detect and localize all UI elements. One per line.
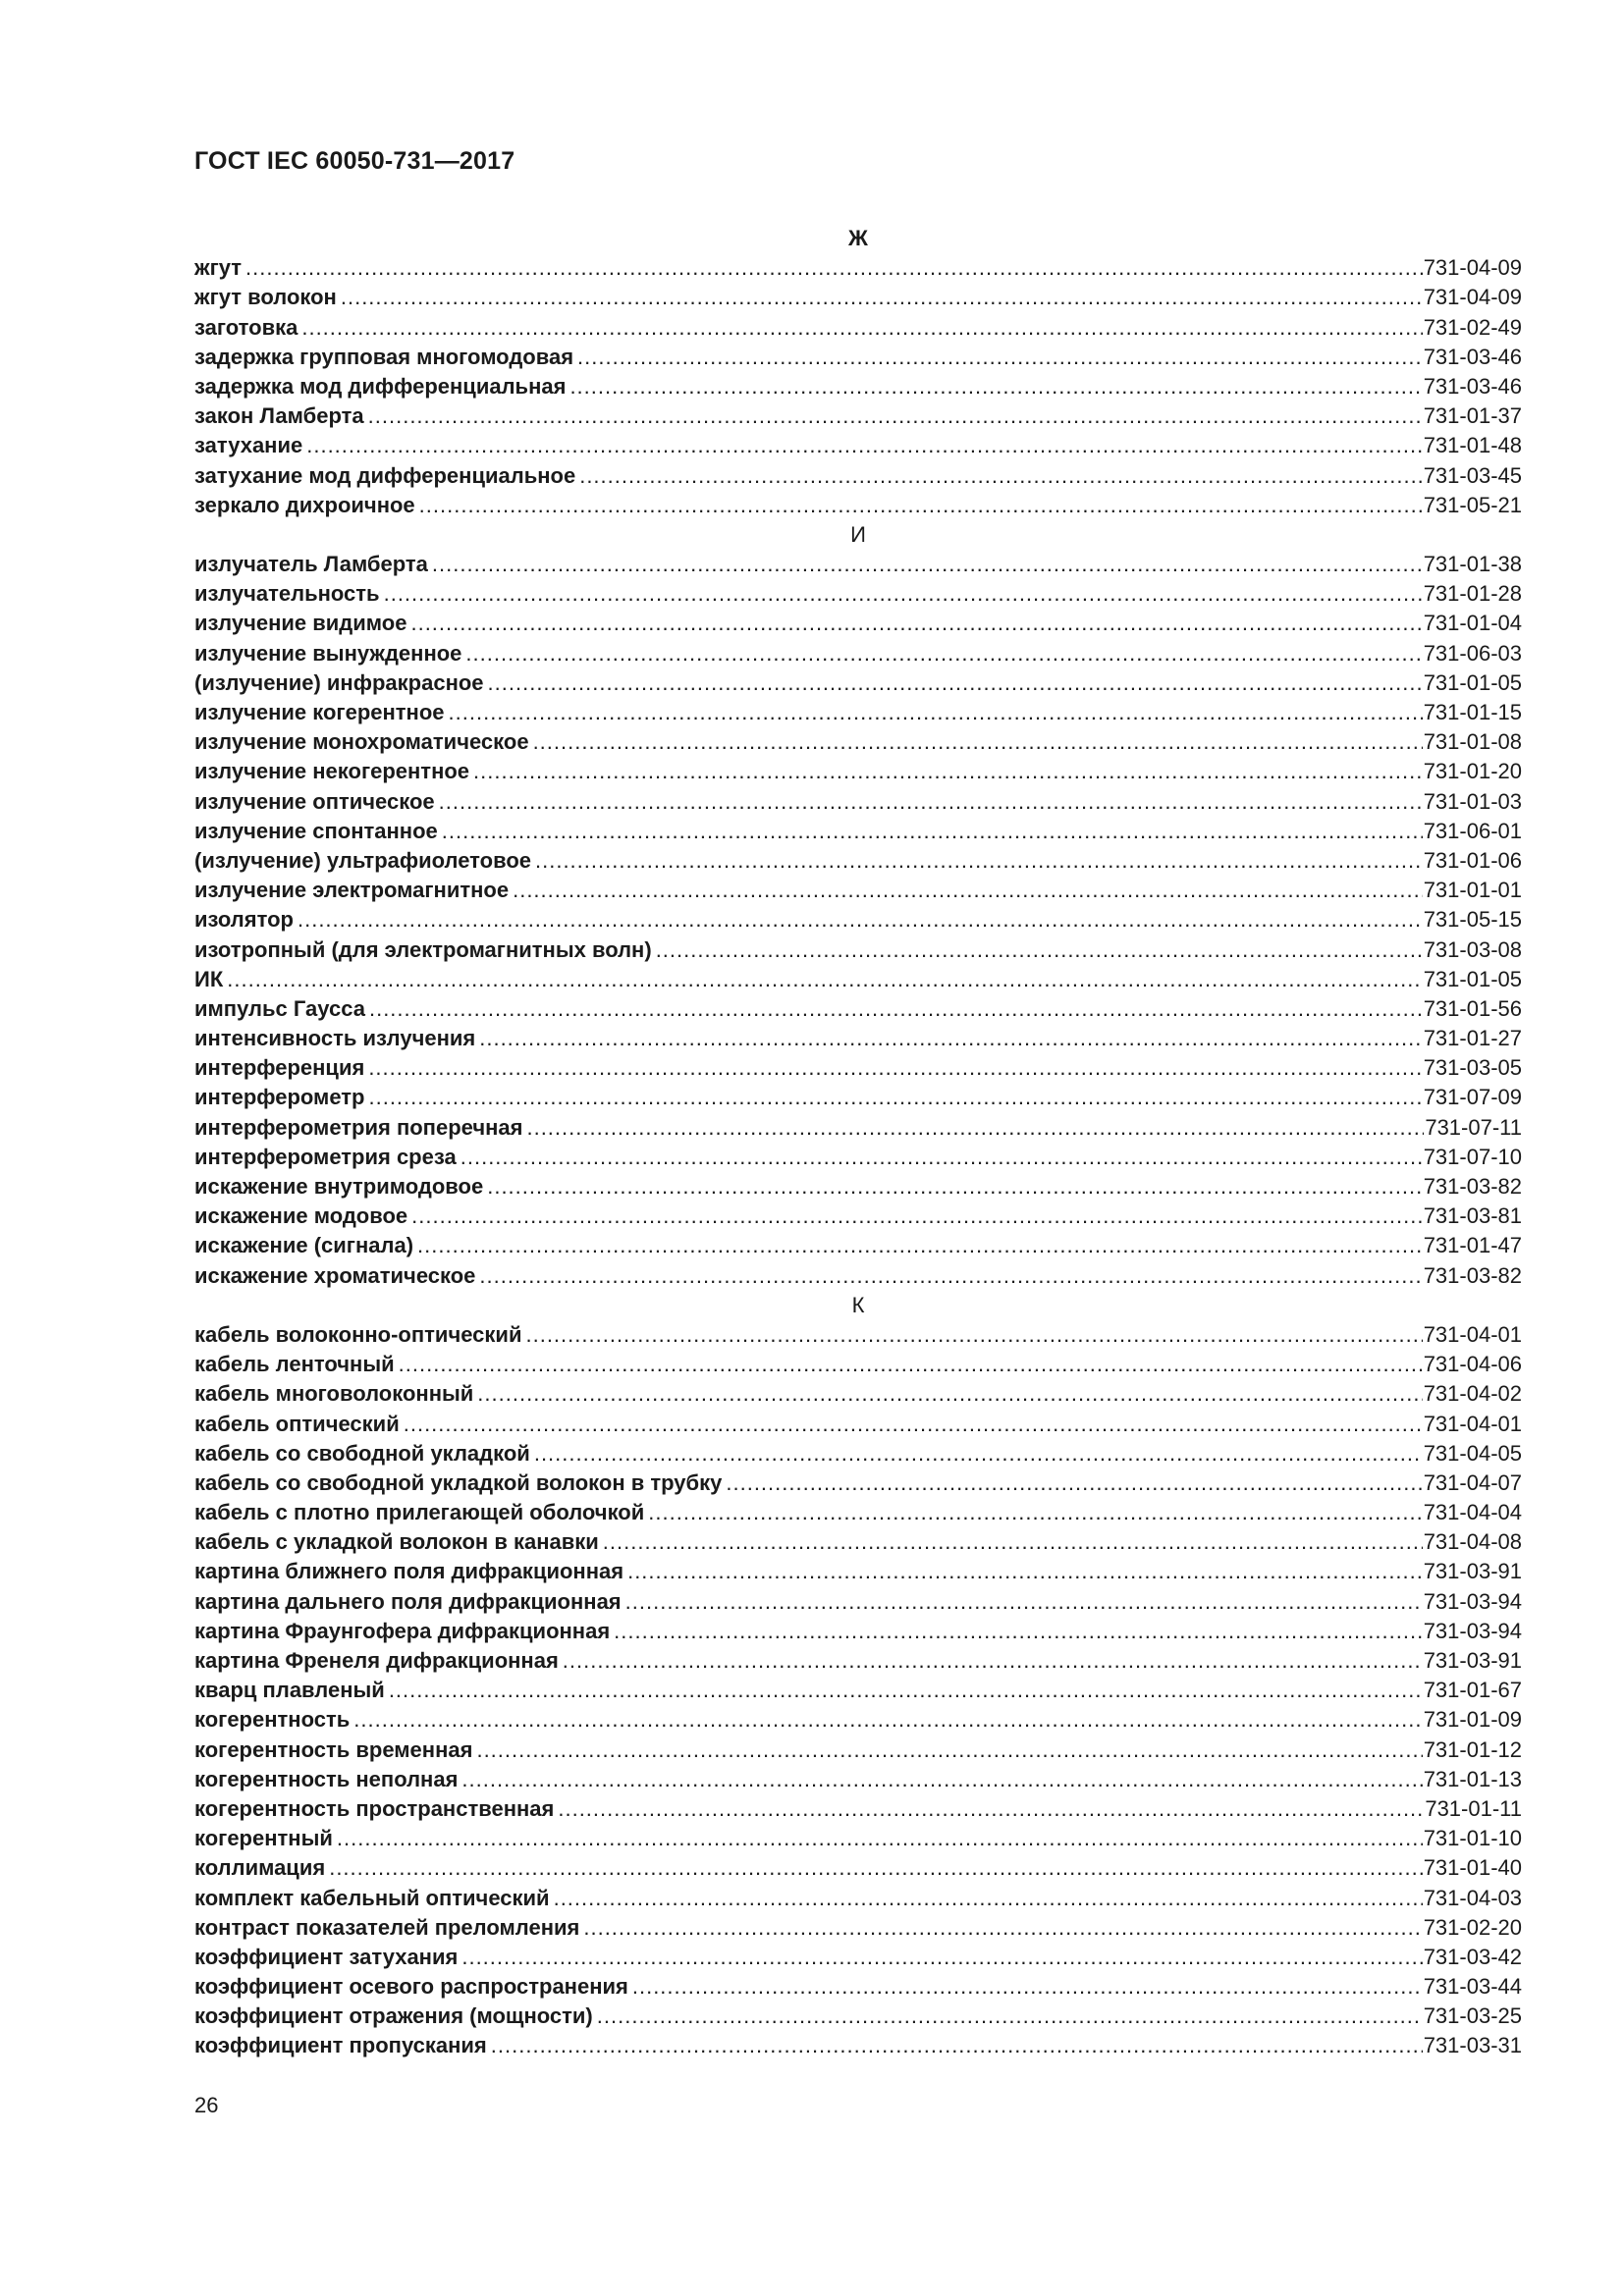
index-entry (194, 965, 1522, 994)
entry-term: изолятор (194, 907, 294, 933)
entry-code: 731-01-05 (1423, 669, 1522, 695)
index-entry (194, 1853, 1522, 1883)
dot-leader (614, 1617, 1423, 1646)
index-entry (194, 1765, 1522, 1794)
entry-term: излучение спонтанное (194, 818, 438, 843)
entry-term: ИК (194, 966, 224, 991)
dot-leader (656, 935, 1423, 965)
entry-term: картина Фраунгофера дифракционная (194, 1618, 611, 1643)
dot-leader (577, 343, 1423, 372)
entry-term: интерференция (194, 1055, 365, 1081)
dot-leader (368, 1083, 1422, 1112)
entry-code: 731-03-31 (1423, 2033, 1522, 2058)
entry-term: коэффициент осевого распространения (194, 1974, 628, 2000)
entry-code: 731-07-10 (1423, 1144, 1522, 1169)
index-entry (194, 343, 1522, 372)
entry-code: 731-04-02 (1423, 1381, 1522, 1407)
entry-code: 731-04-08 (1423, 1529, 1522, 1555)
dot-leader (245, 253, 1423, 283)
entry-term: затухание (194, 433, 303, 458)
dot-leader (439, 787, 1423, 817)
entry-code: 731-04-06 (1423, 1352, 1522, 1377)
index-entry (194, 1676, 1522, 1705)
entry-code: 731-01-10 (1423, 1826, 1522, 1851)
entry-code: 731-01-56 (1423, 995, 1522, 1021)
dot-leader (410, 609, 1422, 638)
entry-code: 731-04-09 (1423, 285, 1522, 310)
dot-leader (353, 1705, 1422, 1735)
entry-term: коэффициент затухания (194, 1944, 459, 1969)
entry-term: когерентность пространственная (194, 1795, 555, 1821)
dot-leader (461, 1943, 1422, 1972)
dot-leader (476, 1735, 1422, 1765)
dot-leader (399, 1350, 1423, 1379)
dot-leader (533, 727, 1423, 757)
dot-leader (341, 283, 1423, 312)
entry-term: излучатель Ламберта (194, 552, 428, 577)
dot-leader (465, 639, 1422, 668)
entry-code: 731-01-03 (1423, 788, 1522, 814)
entry-term: контраст показателей преломления (194, 1914, 580, 1940)
entry-term: зеркало дихроичное (194, 492, 415, 517)
entry-code: 731-02-49 (1423, 314, 1522, 340)
entry-term: искажение хроматическое (194, 1262, 476, 1288)
index-entry (194, 253, 1522, 283)
index-entry (194, 905, 1522, 934)
index-entry (194, 1410, 1522, 1439)
index-entry (194, 1024, 1522, 1053)
index-entry (194, 668, 1522, 698)
entry-code: 731-04-01 (1423, 1411, 1522, 1436)
entry-code: 731-03-82 (1423, 1262, 1522, 1288)
dot-leader (579, 461, 1422, 491)
entry-code: 731-07-11 (1425, 1114, 1522, 1140)
entry-term: излучение вынужденное (194, 640, 462, 666)
entry-term: коллимация (194, 1855, 326, 1881)
entry-code: 731-04-04 (1423, 1500, 1522, 1525)
index-entry (194, 491, 1522, 520)
entry-term: кабель оптический (194, 1411, 400, 1436)
dot-leader (368, 1053, 1422, 1083)
index-entry (194, 1557, 1522, 1586)
entry-code: 731-03-91 (1423, 1648, 1522, 1673)
entry-term: комплект кабельный оптический (194, 1885, 550, 1910)
dot-leader (632, 1972, 1423, 2002)
entry-code: 731-03-81 (1423, 1203, 1522, 1229)
entry-code: 731-06-01 (1423, 818, 1522, 843)
dot-leader (419, 491, 1423, 520)
dot-leader (369, 994, 1423, 1024)
index-entry (194, 1587, 1522, 1617)
dot-leader (488, 668, 1423, 698)
entry-code: 731-05-15 (1423, 907, 1522, 933)
entry-term: искажение (сигнала) (194, 1233, 414, 1258)
entry-term: кабель волоконно-оптический (194, 1321, 522, 1347)
index-entry (194, 1794, 1522, 1824)
entry-code: 731-01-27 (1423, 1026, 1522, 1051)
entry-term: излучение некогерентное (194, 759, 470, 784)
index-entry (194, 1261, 1522, 1291)
dot-leader (479, 1024, 1422, 1053)
entry-term: излучательность (194, 581, 380, 607)
entry-code: 731-01-38 (1423, 552, 1522, 577)
entry-code: 731-03-94 (1423, 1588, 1522, 1614)
entry-term: заготовка (194, 314, 298, 340)
index-entry (194, 2031, 1522, 2060)
dot-leader (479, 1261, 1422, 1291)
entry-code: 731-03-25 (1423, 2003, 1522, 2029)
index-entry (194, 1143, 1522, 1172)
index-entry (194, 1468, 1522, 1498)
entry-code: 731-03-94 (1423, 1618, 1522, 1643)
entry-term: излучение видимое (194, 611, 407, 636)
index-entry (194, 1350, 1522, 1379)
index-entry (194, 1439, 1522, 1468)
dot-leader (535, 846, 1423, 876)
entry-term: задержка групповая многомодовая (194, 344, 574, 369)
index-entry (194, 1735, 1522, 1765)
entry-term: кварц плавленый (194, 1678, 385, 1703)
index-entry (194, 727, 1522, 757)
dot-leader (554, 1884, 1423, 1913)
index-entry (194, 1824, 1522, 1853)
entry-code: 731-03-42 (1423, 1944, 1522, 1969)
entry-code: 731-01-47 (1423, 1233, 1522, 1258)
entry-code: 731-01-12 (1423, 1736, 1522, 1762)
index-entry (194, 1972, 1522, 2002)
entry-code: 731-01-67 (1423, 1678, 1522, 1703)
entry-code: 731-03-45 (1423, 462, 1522, 488)
dot-leader (491, 2031, 1423, 2060)
entry-term: кабель со свободной укладкой (194, 1440, 530, 1466)
entry-code: 731-03-05 (1423, 1055, 1522, 1081)
index-entry (194, 698, 1522, 727)
entry-term: когерентность временная (194, 1736, 473, 1762)
dot-leader (411, 1201, 1423, 1231)
entry-term: кабель со свободной укладкой волокон в трубку (194, 1469, 723, 1495)
dot-leader (473, 757, 1423, 786)
entry-code: 731-03-08 (1423, 936, 1522, 962)
entry-code: 731-03-44 (1423, 1974, 1522, 2000)
dot-leader (384, 579, 1423, 609)
entry-code: 731-01-13 (1423, 1766, 1522, 1791)
entry-term: когерентность неполная (194, 1766, 459, 1791)
index-entry (194, 1617, 1522, 1646)
entry-code: 731-01-20 (1423, 759, 1522, 784)
dot-leader (460, 1143, 1423, 1172)
dot-leader (306, 431, 1422, 460)
entry-term: задержка мод дифференциальная (194, 373, 567, 399)
entry-code: 731-01-40 (1423, 1855, 1522, 1881)
index-entry (194, 1913, 1522, 1943)
index-entry (194, 787, 1522, 817)
dot-leader (461, 1765, 1422, 1794)
entry-code: 731-04-07 (1423, 1469, 1522, 1495)
dot-leader (442, 817, 1423, 846)
entry-term: кабель с укладкой волокон в канавки (194, 1529, 599, 1555)
entry-code: 731-04-01 (1423, 1321, 1522, 1347)
dot-leader (534, 1439, 1423, 1468)
dot-leader (558, 1794, 1424, 1824)
entry-code: 731-01-28 (1423, 581, 1522, 607)
section-letter: К (851, 1292, 865, 1317)
index-entry (194, 817, 1522, 846)
index-entry (194, 283, 1522, 312)
index-entry (194, 401, 1522, 431)
entry-code: 731-01-05 (1423, 966, 1522, 991)
dot-leader (597, 2002, 1423, 2031)
entry-term: картина Френеля дифракционная (194, 1648, 559, 1673)
index-entry (194, 461, 1522, 491)
dot-leader (487, 1172, 1422, 1201)
entry-term: изотропный (для электромагнитных волн) (194, 936, 652, 962)
entry-code: 731-01-37 (1423, 403, 1522, 429)
index-entry (194, 846, 1522, 876)
entry-code: 731-04-03 (1423, 1885, 1522, 1910)
entry-code: 731-07-09 (1423, 1085, 1522, 1110)
dot-leader (563, 1646, 1423, 1676)
entry-term: импульс Гаусса (194, 995, 365, 1021)
term-index (194, 224, 1522, 2061)
dot-leader (337, 1824, 1423, 1853)
dot-leader (648, 1498, 1422, 1527)
index-entry (194, 1646, 1522, 1676)
dot-leader (525, 1320, 1422, 1350)
dot-leader (227, 965, 1422, 994)
entry-term: интерферометрия среза (194, 1144, 457, 1169)
index-entry (194, 550, 1522, 579)
entry-code: 731-03-82 (1423, 1174, 1522, 1199)
entry-code: 731-01-04 (1423, 611, 1522, 636)
entry-term: (излучение) инфракрасное (194, 669, 484, 695)
entry-term: излучение оптическое (194, 788, 435, 814)
index-entry (194, 1053, 1522, 1083)
dot-leader (526, 1113, 1424, 1143)
dot-leader (603, 1527, 1423, 1557)
dot-leader (477, 1379, 1422, 1409)
index-entry (194, 313, 1522, 343)
entry-term: излучение электромагнитное (194, 878, 510, 903)
index-entry (194, 609, 1522, 638)
index-entry (194, 639, 1522, 668)
dot-leader (513, 876, 1423, 905)
entry-term: коэффициент отражения (мощности) (194, 2003, 593, 2029)
index-entry (194, 757, 1522, 786)
dot-leader (583, 1913, 1422, 1943)
entry-term: искажение модовое (194, 1203, 408, 1229)
index-entry (194, 1884, 1522, 1913)
index-entry (194, 1943, 1522, 1972)
dot-leader (432, 550, 1423, 579)
index-entry (194, 1113, 1522, 1143)
entry-term: (излучение) ультрафиолетовое (194, 847, 531, 873)
dot-leader (389, 1676, 1423, 1705)
index-entry (194, 431, 1522, 460)
entry-term: жгут волокон (194, 285, 337, 310)
entry-term: картина дальнего поля дифракционная (194, 1588, 622, 1614)
dot-leader (569, 372, 1422, 401)
dot-leader (368, 401, 1423, 431)
dot-leader (298, 905, 1423, 934)
index-entry (194, 994, 1522, 1024)
index-entry (194, 579, 1522, 609)
entry-code: 731-01-09 (1423, 1707, 1522, 1733)
entry-term: картина ближнего поля дифракционная (194, 1559, 624, 1584)
index-entry (194, 1320, 1522, 1350)
entry-term: кабель многоволоконный (194, 1381, 474, 1407)
index-entry (194, 1705, 1522, 1735)
page-number: 26 (194, 2093, 219, 2117)
entry-code: 731-03-46 (1423, 344, 1522, 369)
index-entry (194, 372, 1522, 401)
entry-code: 731-02-20 (1423, 1914, 1522, 1940)
index-entry (194, 1498, 1522, 1527)
index-entry (194, 2002, 1522, 2031)
entry-code: 731-03-46 (1423, 373, 1522, 399)
dot-leader (417, 1231, 1423, 1260)
entry-code: 731-01-01 (1423, 878, 1522, 903)
index-entry (194, 1231, 1522, 1260)
dot-leader (301, 313, 1422, 343)
entry-code: 731-01-15 (1423, 700, 1522, 724)
entry-code: 731-01-11 (1425, 1795, 1522, 1821)
entry-code: 731-01-06 (1423, 847, 1522, 873)
index-entry (194, 1379, 1522, 1409)
section-letter: И (850, 521, 866, 547)
entry-code: 731-03-91 (1423, 1559, 1522, 1584)
document-header: ГОСТ IEC 60050-731—2017 (194, 147, 515, 175)
entry-term: закон Ламберта (194, 403, 364, 429)
dot-leader (726, 1468, 1422, 1498)
section-letter: Ж (848, 226, 868, 250)
entry-term: когерентный (194, 1826, 333, 1851)
entry-term: кабель ленточный (194, 1352, 395, 1377)
entry-term: искажение внутримодовое (194, 1174, 484, 1199)
dot-leader (329, 1853, 1422, 1883)
entry-term: излучение монохроматическое (194, 729, 529, 755)
index-entry (194, 1083, 1522, 1112)
dot-leader (625, 1587, 1423, 1617)
entry-term: излучение когерентное (194, 700, 445, 724)
entry-term: коэффициент пропускания (194, 2033, 487, 2058)
entry-term: жгут (194, 255, 243, 281)
index-entry (194, 1172, 1522, 1201)
dot-leader (404, 1410, 1423, 1439)
index-entry (194, 935, 1522, 965)
index-entry (194, 876, 1522, 905)
entry-code: 731-04-05 (1423, 1440, 1522, 1466)
entry-term: затухание мод дифференциальное (194, 462, 576, 488)
dot-leader (449, 698, 1423, 727)
index-entry (194, 1201, 1522, 1231)
entry-code: 731-01-08 (1423, 729, 1522, 755)
entry-term: интерферометрия поперечная (194, 1114, 523, 1140)
entry-term: интерферометр (194, 1085, 365, 1110)
entry-code: 731-06-03 (1423, 640, 1522, 666)
entry-code: 731-01-48 (1423, 433, 1522, 458)
entry-term: интенсивность излучения (194, 1026, 476, 1051)
entry-code: 731-05-21 (1423, 492, 1522, 517)
entry-term: когерентность (194, 1707, 351, 1733)
entry-code: 731-04-09 (1423, 255, 1522, 281)
dot-leader (627, 1557, 1423, 1586)
index-entry (194, 1527, 1522, 1557)
entry-term: кабель с плотно прилегающей оболочкой (194, 1500, 645, 1525)
